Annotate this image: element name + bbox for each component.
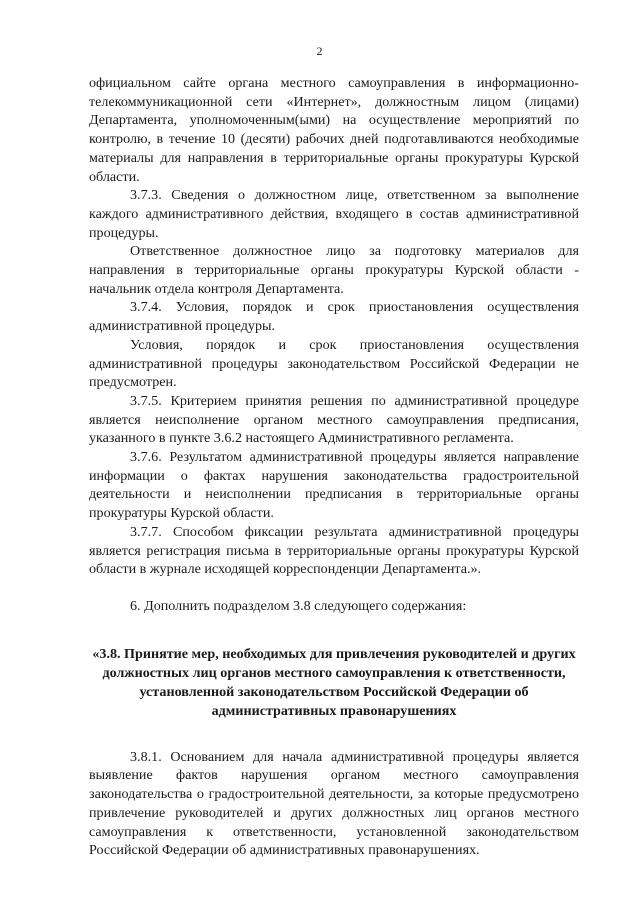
paragraph-3-7-3: 3.7.3. Сведения о должностном лице, ответственном за выполнение каждого административного действия, входящего в состав административной процедуры. bbox=[89, 187, 579, 241]
paragraph-responsible-official: Ответственное должностное лицо за подготовку материалов для направления в территориальные органы прокуратуры Курской области - начальник отдела контроля Департамента. bbox=[89, 243, 579, 297]
paragraph-3-7-4: 3.7.4. Условия, порядок и срок приостановления осуществления административной процедуры. bbox=[89, 299, 579, 335]
document-body bbox=[89, 74, 579, 860]
paragraph-3-7-7: 3.7.7. Способом фиксации результата административной процедуры является регистрация письма в территориальные органы прокуратуры Курской области в журнале исходящей корреспонденции Департамента.». bbox=[89, 523, 579, 578]
paragraph-3-8-1: 3.8.1. Основанием для начала административной процедуры является выявление фактов нарушения органом местного самоуправления законодательства о градостроительной деятельности, за которые предусмотрено привлечение руководителей и других должностных лиц органов местного самоуправления к ответственности, установленной законодательством Российской Федерации об административных правонарушениях. bbox=[89, 748, 579, 859]
paragraph-suspension-conditions: Условия, порядок и срок приостановления осуществления административной процедуры законодательством Российской Федерации не предусмотрен. bbox=[89, 336, 579, 391]
amendment-item-6: 6. Дополнить подразделом 3.8 следующего содержания: bbox=[130, 597, 467, 614]
page-number: 2 bbox=[316, 44, 323, 58]
section-3-8-heading: «3.8. Принятие мер, необходимых для привлечения руководителей и других должностных лиц органов местного самоуправления к ответственности, установленной законодательством Российской Федерации об административных правонарушениях bbox=[92, 645, 576, 719]
paragraph-3-7-6: 3.7.6. Результатом административной процедуры является направление информации о фактах нарушения законодательства градостроительной деятельности и неисполнении предписания в территориальные органы прокуратуры Курской области. bbox=[89, 449, 579, 522]
paragraph-continuation: официальном сайте органа местного самоуправления в информационно-телекоммуникационной сети «Интернет», должностным лицом (лицами) Департамента, уполномоченным(ыми) на осуществление мероприятий по контролю, в течение 10 (десяти) рабочих дней подготавливаются необходимые материалы для направления в территориальные органы прокуратуры Курской области. bbox=[89, 75, 579, 185]
paragraph-3-7-5: 3.7.5. Критерием принятия решения по административной процедуре является неисполнение органом местного самоуправления предписания, указанного в пункте 3.6.2 настоящего Административного регламента. bbox=[89, 392, 579, 447]
